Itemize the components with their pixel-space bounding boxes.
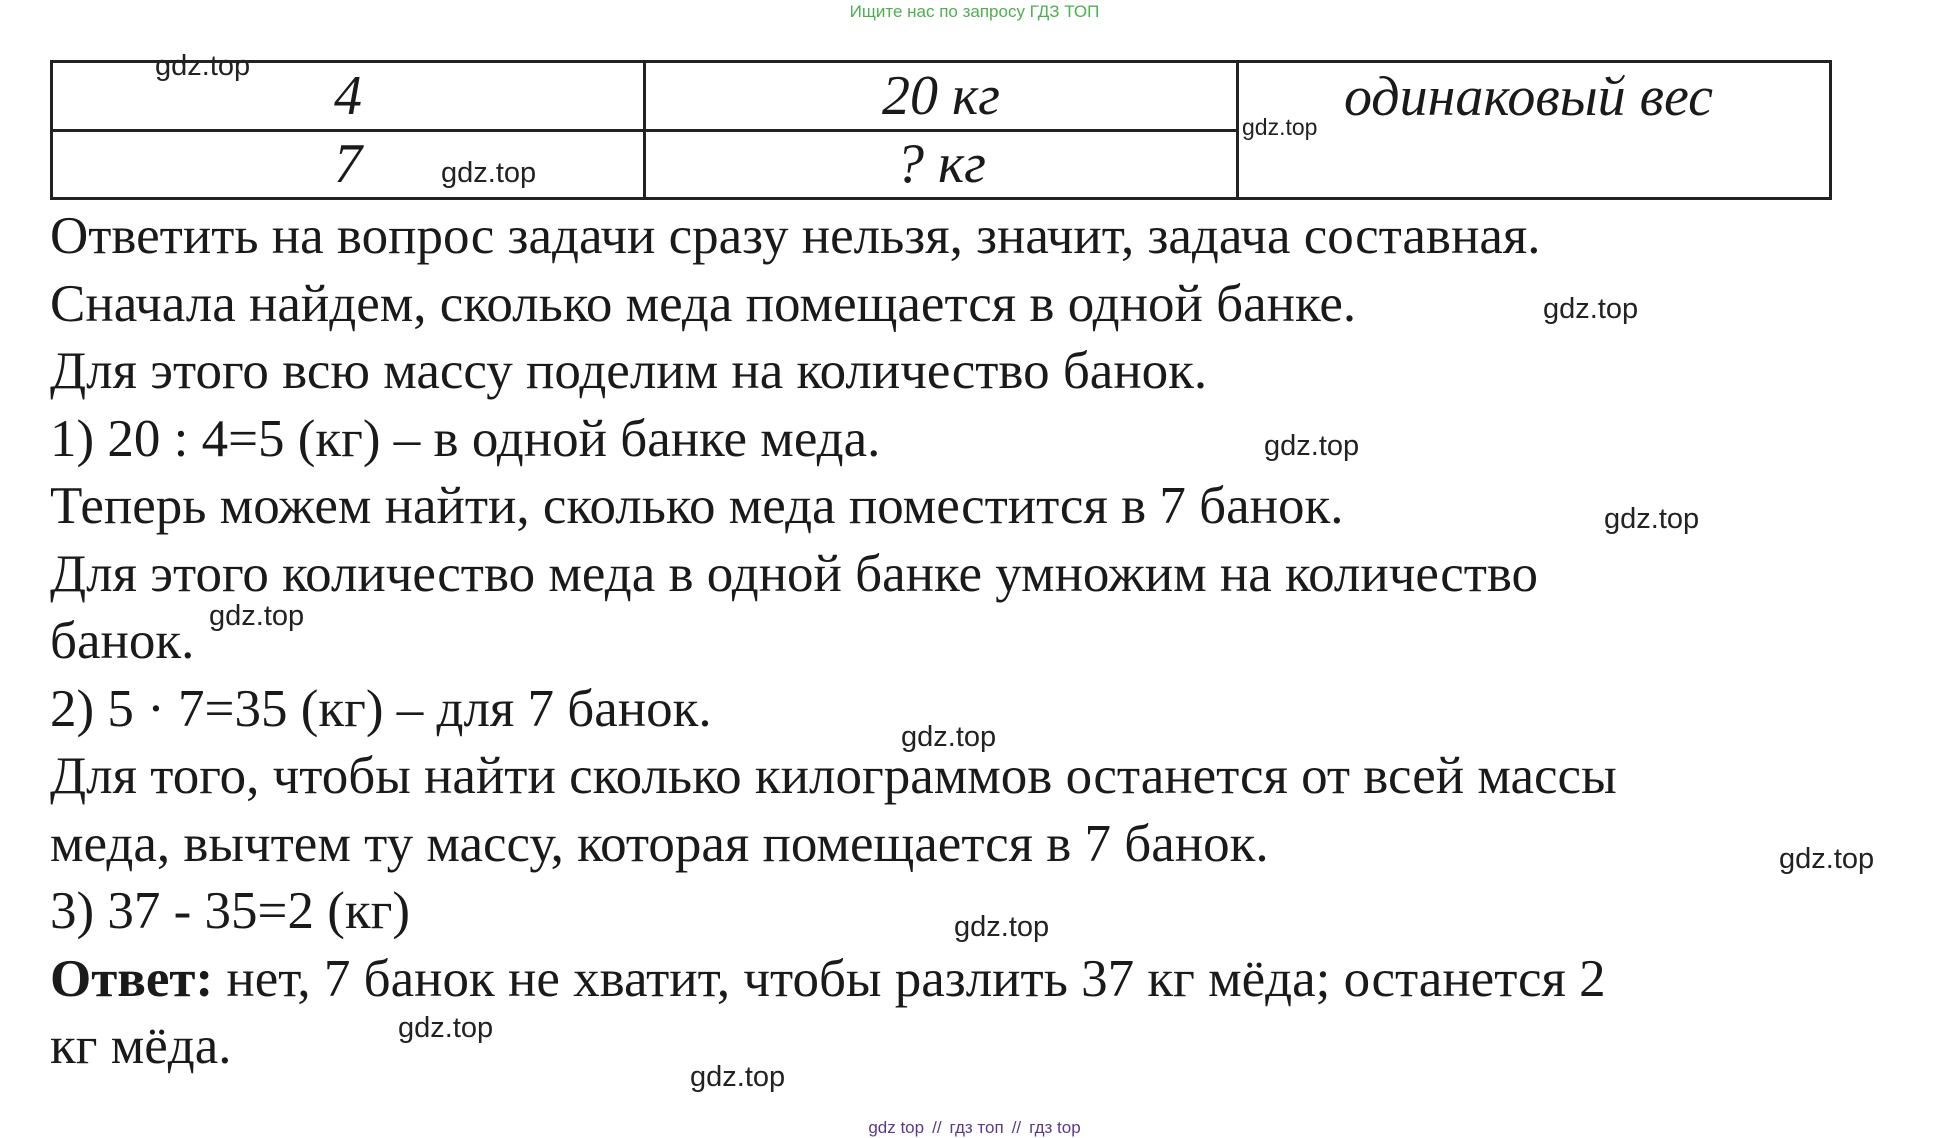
watermark: gdz.top [209, 600, 305, 632]
link-gdz-top-mixed[interactable]: гдз top [1029, 1118, 1081, 1137]
step-1-line: 1) 20 : 4=5 (кг) – в одной банке меда. [50, 409, 881, 468]
watermark: gdz.top [901, 721, 997, 753]
watermark: gdz.top [1242, 114, 1318, 140]
watermark: gdz.top [690, 1061, 786, 1093]
solution-text [50, 203, 1870, 1081]
problem-table [50, 60, 1832, 200]
link-gdz-top-cyrillic[interactable]: гдз топ [949, 1118, 1004, 1137]
step-2-line: 2) 5 · 7=35 (кг) – для 7 банок. [50, 679, 712, 738]
text-line: Теперь можем найти, сколько меда поместится в 7 банок. [50, 477, 1344, 535]
bottom-links [0, 1118, 1949, 1138]
text-line: Сначала найдем, сколько меда помещается в одной банке. [50, 274, 1357, 333]
watermark: gdz.top [155, 50, 251, 82]
step-3-line: 3) 37 - 35=2 (кг) [50, 882, 410, 940]
watermark: gdz.top [441, 157, 537, 189]
top-banner[interactable]: Ищите нас по запросу ГДЗ ТОП [849, 2, 1100, 21]
text-line: Для этого всю массу поделим на количество банок. [50, 342, 1208, 400]
watermark: gdz.top [1604, 503, 1700, 535]
link-separator: // [932, 1118, 942, 1137]
table-cell-mass-1: 20 кг [645, 62, 1238, 131]
table-cell-equal-weight: одинаковый вес [1238, 62, 1831, 199]
watermark: gdz.top [954, 911, 1050, 943]
table-cell-mass-2: ? кг [645, 130, 1238, 199]
table-row [52, 62, 1831, 131]
text-line: Ответить на вопрос задачи сразу нельзя, значит, задача составная. [50, 207, 1541, 265]
watermark: gdz.top [398, 1012, 494, 1044]
text-line: меда, вычтем ту массу, которая помещается в 7 банок. [50, 814, 1269, 873]
watermark: gdz.top [1779, 843, 1875, 875]
watermark: gdz.top [1543, 293, 1639, 325]
answer-label: Ответ: [50, 949, 214, 1008]
link-separator: // [1011, 1118, 1022, 1137]
text-line: банок. [50, 612, 195, 670]
table-cell-jars-count-2: 7 [52, 130, 645, 199]
watermark: gdz.top [1264, 430, 1360, 462]
answer-continuation: кг мёда. [50, 1017, 232, 1075]
answer-text: нет, 7 банок не хватит, чтобы разлить 37 кг мёда; останется 2 [213, 949, 1606, 1008]
table-cell-jars-count-1: 4 [52, 62, 645, 131]
text-line: Для этого количество меда в одной банке умножим на количество [50, 544, 1539, 603]
answer-line [50, 946, 1870, 1014]
link-gdz-top[interactable]: gdz top [868, 1118, 925, 1137]
text-line: Для того, чтобы найти сколько килограммов останется от всей массы [50, 747, 1617, 805]
